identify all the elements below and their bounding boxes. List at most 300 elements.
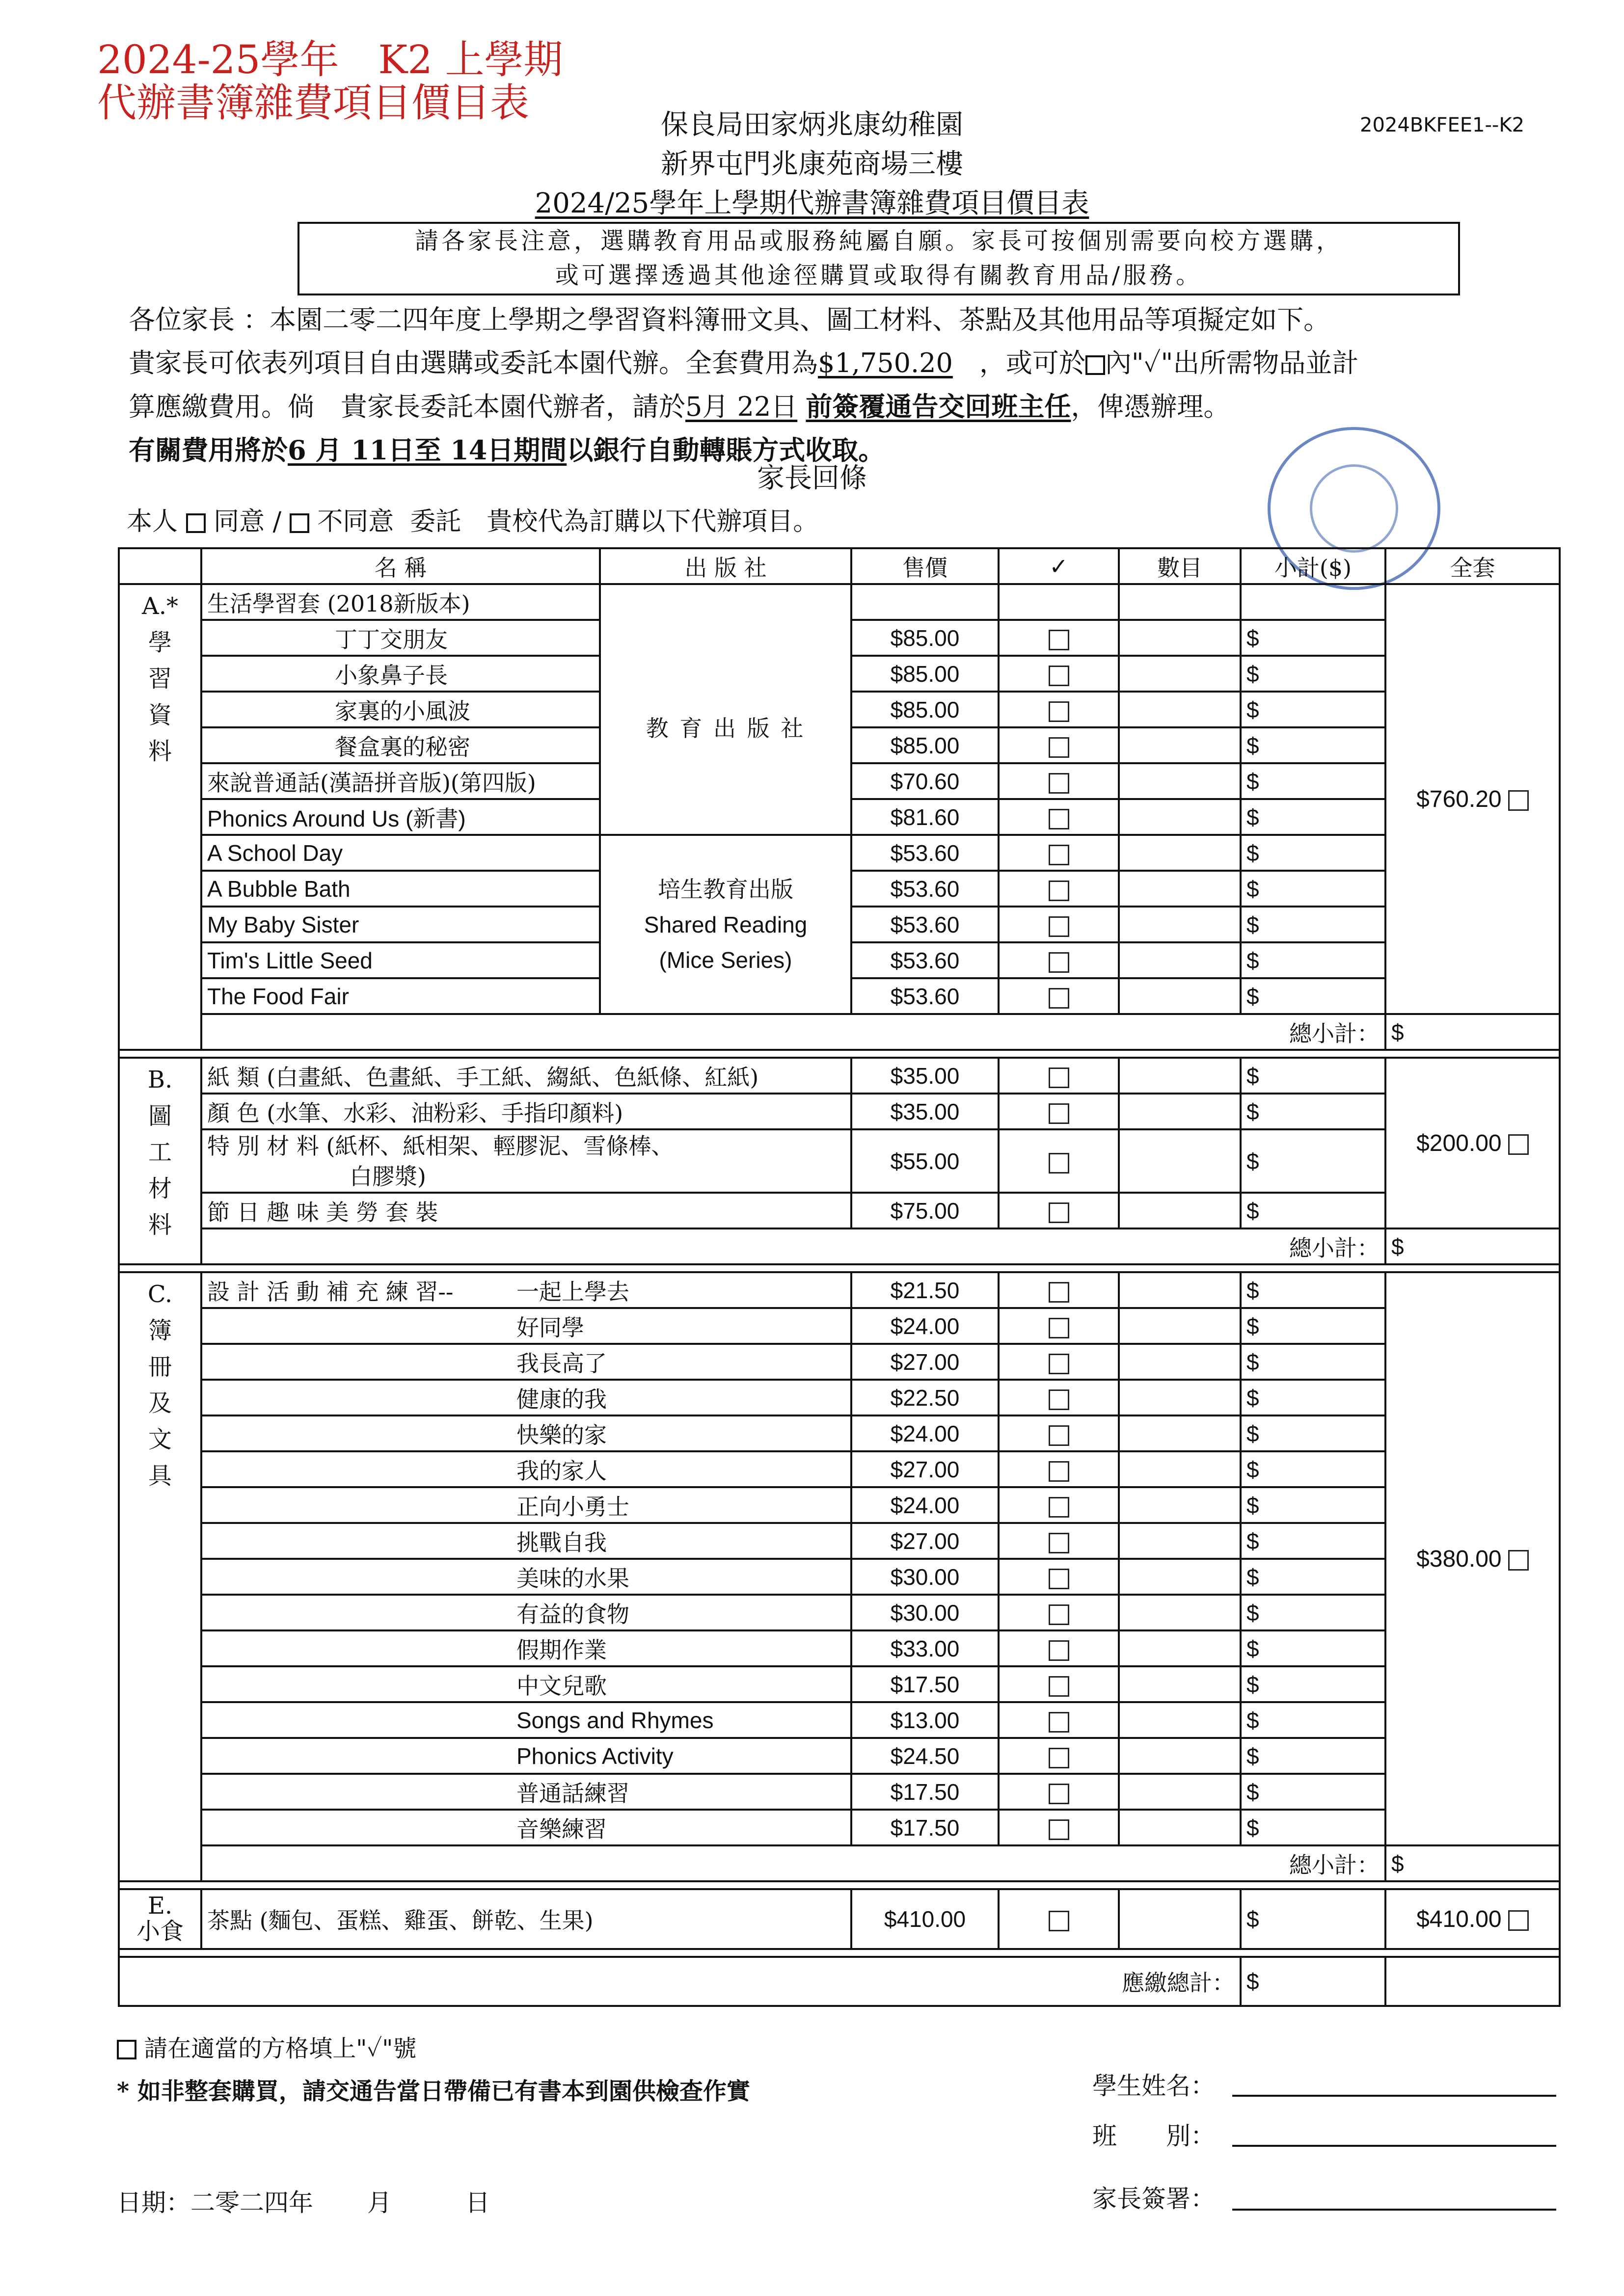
consent-line: 本人 同意 / 不同意 委託 貴校代為訂購以下代辦項目。 xyxy=(127,507,819,536)
table-row xyxy=(119,1630,1560,1666)
item-name-line: 節 日 趣 味 美 勞 套 裝 xyxy=(207,1199,438,1226)
tick-checkbox[interactable] xyxy=(1049,1569,1069,1589)
section-label-char: 具 xyxy=(148,1462,172,1490)
class-field[interactable] xyxy=(1232,2145,1556,2147)
item-name: Tim's Little Seed xyxy=(201,942,600,978)
student-name-label: 學生姓名： xyxy=(1092,2072,1215,2100)
tick-checkbox[interactable] xyxy=(1049,630,1069,650)
qty-cell[interactable] xyxy=(1119,1889,1241,1949)
school-address: 新界屯門兆康苑商場三樓 xyxy=(661,148,963,180)
table-row xyxy=(119,1344,1560,1380)
section-label-char: 習 xyxy=(148,665,172,693)
item-price: $22.50 xyxy=(851,1380,999,1415)
tick-cell xyxy=(999,727,1119,763)
subtotal-cell[interactable]: $ xyxy=(1241,1272,1385,1308)
subtotal-cell[interactable]: $ xyxy=(1241,942,1385,978)
class-label: 班 別： xyxy=(1092,2122,1215,2150)
tick-cell xyxy=(999,1738,1119,1774)
publisher-2-line: Shared Reading xyxy=(644,911,808,937)
item-name: 美味的水果 xyxy=(201,1559,851,1595)
qty-cell[interactable] xyxy=(1119,835,1241,871)
subtotal-cell[interactable]: $ xyxy=(1385,1014,1560,1050)
item-price: $85.00 xyxy=(851,692,999,727)
section-e-fullset: $410.00 xyxy=(1385,1889,1560,1949)
item-price: $53.60 xyxy=(851,835,999,871)
item-price: $53.60 xyxy=(851,907,999,942)
item-name-line: 顏 色 (水筆、水彩、油粉彩、手指印顏料) xyxy=(207,1099,623,1126)
qty-cell[interactable] xyxy=(1119,1272,1241,1308)
subtotal-cell[interactable]: $ xyxy=(1241,1774,1385,1810)
table-row xyxy=(119,1129,1560,1193)
tick-checkbox[interactable] xyxy=(1049,666,1069,686)
subtotal-label: 總小計： xyxy=(201,1014,1385,1050)
tick-checkbox[interactable] xyxy=(1049,701,1069,722)
qty-cell[interactable] xyxy=(1119,620,1241,656)
subtotal-cell[interactable]: $ xyxy=(1241,907,1385,942)
section-label-char: 料 xyxy=(148,1211,172,1239)
qty-cell[interactable] xyxy=(1119,1451,1241,1487)
tick-cell xyxy=(999,1666,1119,1702)
subtotal-cell[interactable]: $ xyxy=(1241,1559,1385,1595)
qty-cell[interactable] xyxy=(1119,942,1241,978)
subtotal-cell[interactable]: $ xyxy=(1241,1595,1385,1630)
item-price: $27.00 xyxy=(851,1451,999,1487)
subtotal-row xyxy=(119,1228,1560,1264)
subtotal-cell[interactable]: $ xyxy=(1241,692,1385,727)
tick-cell xyxy=(999,656,1119,692)
tick-cell xyxy=(999,1702,1119,1738)
tick-checkbox[interactable] xyxy=(1049,916,1069,937)
intro-line-1: 各位家長 ：本園二零二四年度上學期之學習資料簿冊文具、圖工材料、茶點及其他用品等項擬定如下。 xyxy=(129,304,1330,335)
fullset-checkbox[interactable] xyxy=(1508,1134,1529,1155)
tick-checkbox[interactable] xyxy=(1049,1819,1069,1840)
tick-checkbox[interactable] xyxy=(1049,988,1069,1009)
tick-cell xyxy=(999,1630,1119,1666)
item-price: $53.60 xyxy=(851,871,999,907)
fullset-checkbox[interactable] xyxy=(1508,1910,1529,1931)
tick-cell xyxy=(999,1595,1119,1630)
section-label-char: 小食 xyxy=(136,1918,184,1945)
item-name: 快樂的家 xyxy=(201,1415,851,1451)
tick-checkbox[interactable] xyxy=(1049,1497,1069,1518)
header-qty: 數目 xyxy=(1119,548,1241,584)
qty-cell[interactable] xyxy=(1119,1308,1241,1344)
item-name: 假期作業 xyxy=(201,1630,851,1666)
tick-checkbox[interactable] xyxy=(1049,1354,1069,1374)
item-name-line: 紙 類 (白畫紙、色畫紙、手工紙、縐紙、色紙條、紅紙) xyxy=(207,1064,759,1091)
item-price: $85.00 xyxy=(851,620,999,656)
item-price: $85.00 xyxy=(851,727,999,763)
qty-cell[interactable] xyxy=(1119,1129,1241,1193)
tick-checkbox[interactable] xyxy=(1049,1282,1069,1303)
qty-cell[interactable] xyxy=(1119,1193,1241,1228)
table-row xyxy=(119,1380,1560,1415)
item-price: $53.60 xyxy=(851,978,999,1014)
qty-cell[interactable] xyxy=(1119,1630,1241,1666)
section-label-char: 簿 xyxy=(148,1317,172,1344)
inline-checkbox-icon xyxy=(1085,355,1105,375)
section-label-char: 及 xyxy=(148,1389,172,1417)
table-row xyxy=(119,1810,1560,1845)
fullset-checkbox[interactable] xyxy=(1508,1550,1529,1571)
item-name: Phonics Activity xyxy=(201,1738,851,1774)
item-name: 餐盒裏的秘密 xyxy=(201,727,600,763)
subtotal-cell[interactable]: $ xyxy=(1241,1451,1385,1487)
agree-checkbox[interactable] xyxy=(186,513,206,533)
qty-cell[interactable] xyxy=(1119,1702,1241,1738)
item-price: $24.00 xyxy=(851,1487,999,1523)
publisher-2-line: (Mice Series) xyxy=(659,947,792,973)
subtotal-cell[interactable]: $ xyxy=(1241,620,1385,656)
tick-cell xyxy=(999,1889,1119,1949)
section-label-char: C. xyxy=(147,1281,173,1308)
table-row xyxy=(119,1738,1560,1774)
item-name: 健康的我 xyxy=(201,1380,851,1415)
section-c-fullset: $380.00 xyxy=(1385,1272,1560,1845)
qty-cell[interactable] xyxy=(1119,1344,1241,1380)
section-e-label xyxy=(119,1889,201,1949)
item-price: $85.00 xyxy=(851,656,999,692)
tick-checkbox[interactable] xyxy=(1049,737,1069,758)
subtotal-cell[interactable]: $ xyxy=(1241,835,1385,871)
table-row xyxy=(119,1415,1560,1451)
subtotal-cell[interactable]: $ xyxy=(1241,1094,1385,1129)
tick-cell xyxy=(999,1344,1119,1380)
table-row xyxy=(119,1595,1560,1630)
tick-checkbox[interactable] xyxy=(1049,1604,1069,1625)
purchase-note: * 如非整套購買，請交通告當日帶備已有書本到園供檢查作實 xyxy=(117,2078,750,2105)
publisher-1: 教 育 出 版 社 xyxy=(600,620,851,835)
item-name: A Bubble Bath xyxy=(201,871,600,907)
item-price: $24.50 xyxy=(851,1738,999,1774)
header-name: 名 稱 xyxy=(201,548,600,584)
header-subtotal: 小計($) xyxy=(1241,548,1385,584)
qty-cell[interactable] xyxy=(1119,1058,1241,1094)
item-name xyxy=(201,1129,851,1193)
header-section xyxy=(119,548,201,584)
corner-title-1: 2024-25學年 K2 上學期 xyxy=(97,37,563,82)
item-price: $27.00 xyxy=(851,1523,999,1559)
section-label-char: 冊 xyxy=(148,1353,172,1381)
item-name: 家裏的小風波 xyxy=(201,692,600,727)
corner-title-2: 代辦書簿雜費項目價目表 xyxy=(97,80,529,126)
qty-cell[interactable] xyxy=(1119,1738,1241,1774)
item-price: $81.60 xyxy=(851,799,999,835)
tick-checkbox[interactable] xyxy=(1049,1202,1069,1223)
item-name xyxy=(201,1272,851,1308)
subtotal-cell[interactable]: $ xyxy=(1241,1415,1385,1451)
tick-checkbox[interactable] xyxy=(1049,1533,1069,1553)
item-price: $27.00 xyxy=(851,1344,999,1380)
tick-checkbox[interactable] xyxy=(1049,1318,1069,1338)
item-price: $35.00 xyxy=(851,1094,999,1129)
tick-checkbox[interactable] xyxy=(1049,1461,1069,1482)
item-name: The Food Fair xyxy=(201,978,600,1014)
section-label-char: 材 xyxy=(148,1175,172,1202)
qty-cell[interactable] xyxy=(1119,1094,1241,1129)
doc-code: 2024BKFEE1--K2 xyxy=(1360,114,1525,136)
tick-checkbox[interactable] xyxy=(1049,881,1069,901)
tick-cell xyxy=(999,1129,1119,1193)
header-price: 售價 xyxy=(851,548,999,584)
subtotal-cell[interactable]: $ xyxy=(1241,1344,1385,1380)
item-price: $33.00 xyxy=(851,1630,999,1666)
qty-cell[interactable] xyxy=(1119,763,1241,799)
subtotal-cell[interactable]: $ xyxy=(1241,1193,1385,1228)
item-name: 好同學 xyxy=(201,1308,851,1344)
section-label-char: B. xyxy=(147,1066,173,1094)
tick-cell xyxy=(999,1810,1119,1845)
table-row xyxy=(119,1308,1560,1344)
item-name: 來說普通話(漢語拼音版)(第四版) xyxy=(201,763,600,799)
tick-checkbox[interactable] xyxy=(1049,1712,1069,1733)
item-name: Phonics Around Us (新書) xyxy=(201,799,600,835)
grand-total-blank xyxy=(1385,1957,1560,2006)
subtotal-cell[interactable]: $ xyxy=(1241,1889,1385,1949)
item-price: $17.50 xyxy=(851,1810,999,1845)
tick-cell xyxy=(999,1487,1119,1523)
tick-checkbox[interactable] xyxy=(1049,809,1069,829)
subtotal-label: 總小計： xyxy=(201,1228,1385,1264)
disagree-checkbox[interactable] xyxy=(290,513,309,533)
notice-box xyxy=(298,222,1460,295)
seal-inner-emblem xyxy=(1310,464,1398,553)
tick-checkbox[interactable] xyxy=(1049,773,1069,794)
table-row xyxy=(119,1889,1560,1949)
qty-cell[interactable] xyxy=(1119,871,1241,907)
item-name-text: 一起上學去 xyxy=(516,1278,629,1305)
tick-checkbox[interactable] xyxy=(1049,1640,1069,1661)
subtotal-cell[interactable]: $ xyxy=(1241,1380,1385,1415)
table-row xyxy=(119,1523,1560,1559)
table-row xyxy=(119,1272,1560,1308)
tick-checkbox[interactable] xyxy=(1049,1676,1069,1697)
tick-checkbox[interactable] xyxy=(1049,1748,1069,1768)
section-a-label xyxy=(119,584,201,1050)
deadline-date: 5月 22日 xyxy=(685,391,798,422)
subtotal-cell[interactable]: $ xyxy=(1241,1308,1385,1344)
item-name-line: 特 別 材 料 (紙杯、紙相架、輕膠泥、雪條棒、 xyxy=(207,1132,674,1159)
qty-cell[interactable] xyxy=(1119,1380,1241,1415)
section-a-fullset: $760.20 xyxy=(1385,584,1560,1014)
header-publisher: 出 版 社 xyxy=(600,548,851,584)
subtotal-cell[interactable]: $ xyxy=(1241,1810,1385,1845)
school-name: 保良局田家炳兆康幼稚園 xyxy=(661,109,963,141)
qty-cell[interactable] xyxy=(1119,692,1241,727)
header-tick: ✓ xyxy=(999,548,1119,584)
tick-checkbox[interactable] xyxy=(1049,845,1069,865)
item-price: $21.50 xyxy=(851,1272,999,1308)
subtotal-cell[interactable]: $ xyxy=(1241,799,1385,835)
item-price: $53.60 xyxy=(851,942,999,978)
tick-checkbox[interactable] xyxy=(1049,1425,1069,1446)
item-name xyxy=(201,1058,851,1094)
fee-table-body xyxy=(119,548,1560,2006)
section-c-label xyxy=(119,1272,201,1881)
table-row xyxy=(119,1702,1560,1738)
item-name: 丁丁交朋友 xyxy=(201,620,600,656)
qty-cell[interactable] xyxy=(1119,799,1241,835)
item-price: $24.00 xyxy=(851,1415,999,1451)
subtotal-cell[interactable]: $ xyxy=(1241,1738,1385,1774)
item-name: Songs and Rhymes xyxy=(201,1702,851,1738)
item-price: $30.00 xyxy=(851,1595,999,1630)
tick-cell xyxy=(999,620,1119,656)
tick-checkbox[interactable] xyxy=(1049,1784,1069,1804)
tick-cell xyxy=(999,692,1119,727)
fullset-checkbox[interactable] xyxy=(1508,790,1529,811)
subtotal-cell[interactable]: $ xyxy=(1241,656,1385,692)
qty-cell[interactable] xyxy=(1119,1810,1241,1845)
qty-cell[interactable] xyxy=(1119,907,1241,942)
qty-cell[interactable] xyxy=(1119,1559,1241,1595)
section-label-char: 圖 xyxy=(148,1102,172,1130)
section-gap xyxy=(119,1949,1560,1957)
notice-line-1: 請各家長注意，選購教育用品或服務純屬自願。家長可按個別需要向校方選購， xyxy=(414,227,1343,255)
tick-checkbox[interactable] xyxy=(1049,1103,1069,1124)
qty-cell[interactable] xyxy=(1119,1415,1241,1451)
subtotal-cell[interactable]: $ xyxy=(1241,1487,1385,1523)
subtotal-cell[interactable]: $ xyxy=(1241,978,1385,1014)
fee-table xyxy=(118,547,1561,2007)
tick-cell xyxy=(999,1380,1119,1415)
intro-line-3: 算應繳費用。倘 貴家長委託本園代辦者，請於5月 22日 前簽覆通告交回班主任，俾憑辦理。 xyxy=(129,391,1230,422)
tick-cell xyxy=(999,1272,1119,1308)
item-price: $35.00 xyxy=(851,1058,999,1094)
item-name: 普通話練習 xyxy=(201,1774,851,1810)
item-name: 音樂練習 xyxy=(201,1810,851,1845)
tick-checkbox[interactable] xyxy=(1049,1068,1069,1088)
qty-cell[interactable] xyxy=(1119,656,1241,692)
item-name: 我的家人 xyxy=(201,1451,851,1487)
tick-note: 請在適當的方格填上"✓"號 xyxy=(117,2029,416,2063)
tick-cell xyxy=(999,942,1119,978)
table-header-row xyxy=(119,548,1560,584)
tick-cell xyxy=(999,1774,1119,1810)
table-row xyxy=(119,1451,1560,1487)
intro-paragraph xyxy=(129,298,1358,472)
qty-cell[interactable] xyxy=(1119,1487,1241,1523)
item-price: $410.00 xyxy=(851,1889,999,1949)
student-name-field[interactable] xyxy=(1232,2095,1556,2097)
item-price: $17.50 xyxy=(851,1774,999,1810)
tick-checkbox[interactable] xyxy=(1049,952,1069,973)
item-name: 正向小勇士 xyxy=(201,1487,851,1523)
section-label-char: 學 xyxy=(148,629,172,656)
tick-cell xyxy=(999,978,1119,1014)
table-row xyxy=(119,1058,1560,1094)
table-row xyxy=(119,1094,1560,1129)
item-name: 我長高了 xyxy=(201,1344,851,1380)
subtotal-cell[interactable]: $ xyxy=(1241,763,1385,799)
subtotal-cell[interactable]: $ xyxy=(1385,1845,1560,1881)
item-name: My Baby Sister xyxy=(201,907,600,942)
tick-cell xyxy=(999,871,1119,907)
subtotal-cell[interactable]: $ xyxy=(1241,1523,1385,1559)
grand-total-cell[interactable]: $ xyxy=(1241,1957,1385,2006)
total-amount: $1,750.20 xyxy=(818,347,953,378)
tick-cell xyxy=(999,835,1119,871)
table-row xyxy=(119,620,1560,656)
item-price: $75.00 xyxy=(851,1193,999,1228)
subtotal-cell[interactable]: $ xyxy=(1241,1702,1385,1738)
tick-checkbox[interactable] xyxy=(1049,1911,1069,1931)
section-label-char: A.* xyxy=(142,592,178,620)
publisher-2-line: 培生教育出版 xyxy=(658,876,793,902)
item-name xyxy=(201,1193,851,1228)
subtotal-cell[interactable]: $ xyxy=(1241,1129,1385,1193)
subtotal-cell[interactable]: $ xyxy=(1241,1630,1385,1666)
qty-cell[interactable] xyxy=(1119,1666,1241,1702)
section-a-group: 生活學習套 (2018新版本) xyxy=(201,584,600,620)
table-row xyxy=(119,835,1560,871)
section-b-label xyxy=(119,1058,201,1264)
tick-checkbox[interactable] xyxy=(1049,1153,1069,1174)
section-label-char: 料 xyxy=(148,738,172,765)
grand-total-row xyxy=(119,1957,1560,2006)
tick-cell xyxy=(999,1415,1119,1451)
doc-title: 2024/25學年上學期代辦書簿雜費項目價目表 xyxy=(535,187,1089,219)
grand-total-label: 應繳總計： xyxy=(119,1957,1241,2006)
date-line: 日期：二零二四年 月 日 xyxy=(117,2189,490,2217)
subtotal-label: 總小計： xyxy=(201,1845,1385,1881)
subtotal-row xyxy=(119,1014,1560,1050)
table-row xyxy=(119,1666,1560,1702)
tick-cell xyxy=(999,799,1119,835)
subtotal-cell[interactable]: $ xyxy=(1241,727,1385,763)
section-b-fullset: $200.00 xyxy=(1385,1058,1560,1228)
qty-cell[interactable] xyxy=(1119,978,1241,1014)
item-price: $13.00 xyxy=(851,1702,999,1738)
section-c-group: 設 計 活 動 補 充 練 習-- xyxy=(207,1278,454,1305)
item-name: A School Day xyxy=(201,835,600,871)
section-label-char: 工 xyxy=(148,1139,172,1166)
note-checkbox-icon xyxy=(117,2040,136,2059)
subtotal-cell[interactable]: $ xyxy=(1385,1228,1560,1264)
item-price: $17.50 xyxy=(851,1666,999,1702)
table-row xyxy=(119,1487,1560,1523)
item-name: 茶點 (麵包、蛋糕、雞蛋、餅乾、生果) xyxy=(201,1889,851,1949)
tick-cell xyxy=(999,1193,1119,1228)
qty-cell[interactable] xyxy=(1119,1523,1241,1559)
section-gap xyxy=(119,1050,1560,1058)
subtotal-cell[interactable]: $ xyxy=(1241,1058,1385,1094)
parent-sign-label: 家長簽署： xyxy=(1092,2185,1215,2213)
subtotal-cell[interactable]: $ xyxy=(1241,871,1385,907)
qty-cell[interactable] xyxy=(1119,1595,1241,1630)
section-label-char: 文 xyxy=(148,1426,172,1453)
parent-sign-field[interactable] xyxy=(1232,2209,1556,2211)
item-price: $55.00 xyxy=(851,1129,999,1193)
item-name: 挑戰自我 xyxy=(201,1523,851,1559)
tick-cell xyxy=(999,763,1119,799)
qty-cell[interactable] xyxy=(1119,1774,1241,1810)
header-fullset: 全套 xyxy=(1385,548,1560,584)
intro-line-4: 有關費用將於6 月 11日至 14日期間以銀行自動轉賬方式收取。 xyxy=(129,434,885,466)
subtotal-row xyxy=(119,1845,1560,1881)
subtotal-cell[interactable]: $ xyxy=(1241,1666,1385,1702)
tick-cell xyxy=(999,1094,1119,1129)
tick-checkbox[interactable] xyxy=(1049,1389,1069,1410)
qty-cell[interactable] xyxy=(1119,727,1241,763)
tick-cell xyxy=(999,1308,1119,1344)
tick-cell xyxy=(999,907,1119,942)
payment-period: 6 月 11日至 14日期間 xyxy=(288,434,567,466)
intro-line-2: 貴家長可依表列項目自由選購或委託本園代辦。全套費用為$1,750.20 ，或可於 內"✓"出所需物品並計 xyxy=(129,347,1359,378)
item-name: 小象鼻子長 xyxy=(201,656,600,692)
table-row xyxy=(119,1193,1560,1228)
item-name-line-2: 白膠漿) xyxy=(350,1163,426,1190)
